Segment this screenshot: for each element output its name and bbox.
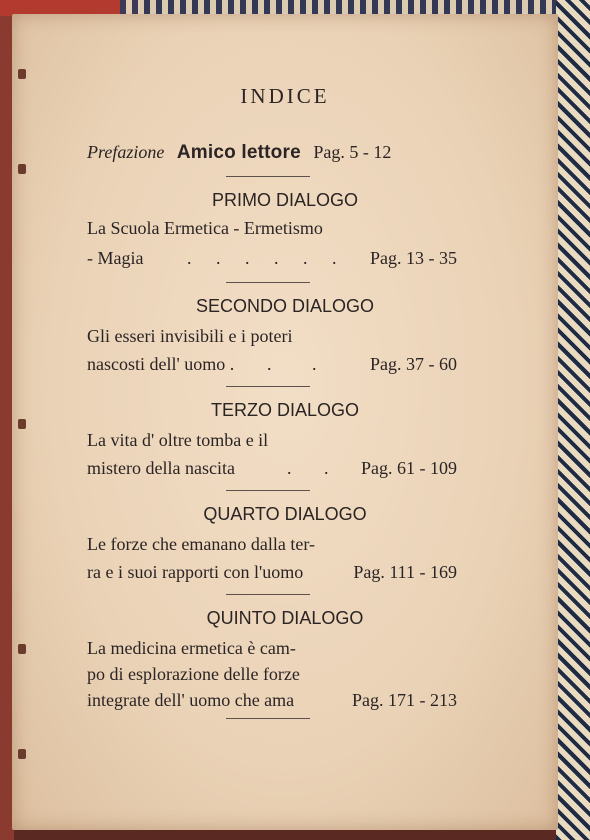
dialogue-heading: QUARTO DIALOGO [203,504,367,524]
dialogue-heading: SECONDO DIALOGO [195,296,375,316]
divider [226,718,310,719]
entry-text: integrate dell' uomo che ama [87,690,295,710]
entry-line-with-page [87,688,457,712]
dialogue-heading: TERZO DIALOGO [210,400,360,420]
divider [226,490,310,491]
entry-pages: Pag. 13 - 35 [370,248,457,268]
entry-text: - Magia [87,248,144,268]
divider [226,176,310,177]
divider [226,386,310,387]
endpaper-pattern-right [556,0,590,840]
entry-pages: Pag. 61 - 109 [361,458,457,478]
index-content [12,14,558,830]
page-title: INDICE [240,84,330,108]
entry-line-with-page [87,560,457,584]
entry-pages: Pag. 37 - 60 [370,354,457,374]
entry-text: nascosti dell' uomo . [87,354,235,374]
entry-text: La vita d' oltre tomba e il [87,430,269,450]
entry-line-with-page [87,456,457,480]
entry-text: La medicina ermetica è cam- [87,638,296,658]
entry-pages: Pag. 171 - 213 [352,690,457,710]
leader-dots: . . [267,354,335,374]
preface-label: Prefazione [87,142,165,162]
preface-pages: Pag. 5 - 12 [313,142,392,162]
leader-dots: . . [287,458,343,478]
preface-title: Amico lettore [176,142,301,163]
divider [226,282,310,283]
entry-line-with-page [87,352,457,376]
entry-text: Le forze che emanano dalla ter- [87,534,315,554]
dialogue-heading: QUINTO DIALOGO [206,608,364,628]
preface-entry [87,140,457,165]
divider [226,594,310,595]
book-page [12,14,558,830]
entry-text: Gli esseri invisibili e i poteri [87,326,293,346]
entry-pages: Pag. 111 - 169 [353,562,457,582]
entry-text: ra e i suoi rapporti con l'uomo [87,562,304,582]
entry-line-with-page [87,246,457,270]
dialogue-heading: PRIMO DIALOGO [211,190,359,210]
entry-text: po di esplorazione delle forze [87,664,300,684]
entry-text: La Scuola Ermetica - Ermetismo [87,218,323,238]
leader-dots: . . . . . . [187,248,347,268]
entry-text: mistero della nascita [87,458,235,478]
